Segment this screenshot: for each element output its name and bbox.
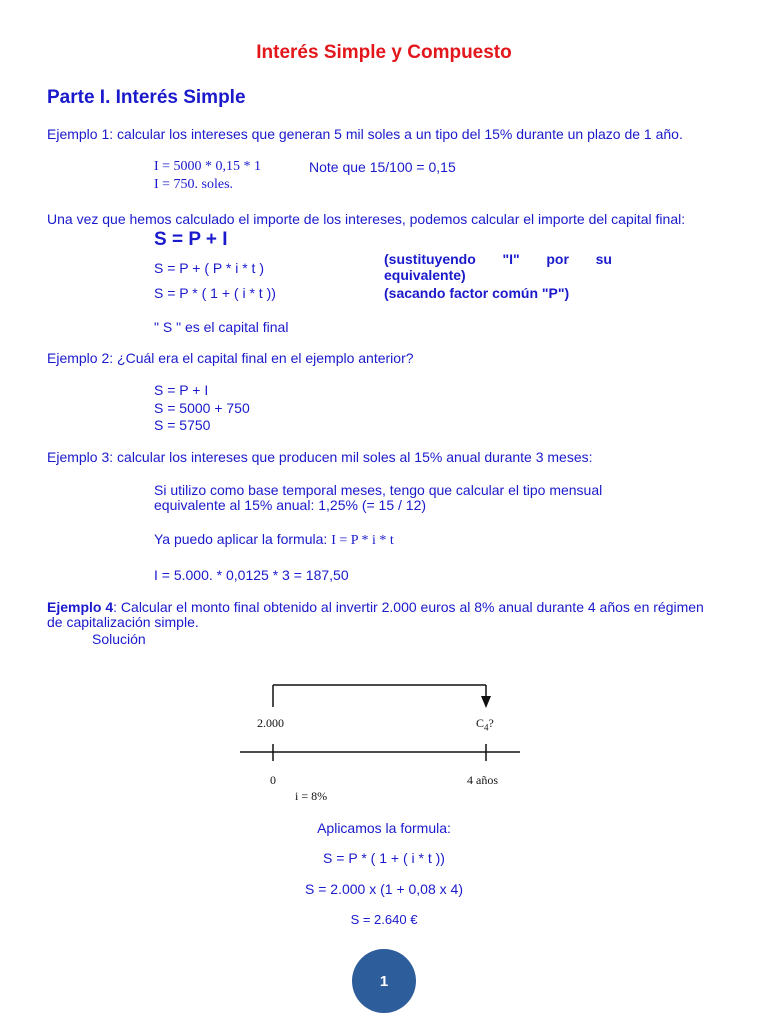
example3-result: I = 5.000. * 0,0125 * 3 = 187,50: [154, 567, 349, 583]
substitution-note-word: (sustituyendo: [384, 251, 476, 267]
part1-heading: Parte I. Interés Simple: [47, 87, 246, 108]
substitution-note-word: "I": [502, 251, 520, 267]
substitution-note-cont: equivalente): [384, 267, 466, 283]
example1-text: Ejemplo 1: calcular los intereses que generan 5 mil soles a un tipo del 15% durante un plazo de 1 año.: [47, 126, 683, 142]
timeline-tick-label-end: 4 años: [467, 773, 498, 787]
timeline-diagram: [230, 678, 530, 808]
example3-formula-line: [154, 531, 394, 549]
factor-formula: S = P * ( 1 + ( i * t )): [154, 285, 276, 301]
solution-substitution: S = 2.000 x (1 + 0,08 x 4): [305, 881, 463, 897]
example2-text: Ejemplo 2: ¿Cuál era el capital final en el ejemplo anterior?: [47, 350, 414, 366]
capital-intro-text: Una vez que hemos calculado el importe de los intereses, podemos calcular el importe del capital final:: [47, 211, 686, 227]
example4-text: [47, 599, 704, 615]
factor-note: (sacando factor común "P"): [384, 285, 570, 301]
example4-text-line2: de capitalización simple.: [47, 614, 199, 630]
main-formula: S = P + I: [154, 229, 228, 250]
timeline-rate: i = 8%: [295, 789, 328, 803]
timeline-present-value: 2.000: [257, 716, 284, 730]
example2-line: S = 5000 + 750: [154, 400, 250, 416]
timeline-future-value: [476, 716, 494, 732]
timeline-tick-label-start: 0: [270, 773, 276, 787]
example2-line: S = P + I: [154, 382, 209, 398]
example3-paragraph-line: Si utilizo como base temporal meses, tengo que calcular el tipo mensual: [154, 482, 603, 498]
example1-result: I = 750. soles.: [154, 177, 234, 192]
example1-formula: I = 5000 * 0,15 * 1: [154, 159, 262, 174]
example4-label: Ejemplo 4: [47, 599, 114, 615]
example3-paragraph-line: equivalente al 15% anual: 1,25% (= 15 / 12): [154, 497, 427, 513]
solution-intro: Aplicamos la formula:: [317, 820, 451, 836]
example3-formula: I = P * i * t: [331, 533, 394, 548]
substitution-note-word: su: [595, 251, 612, 267]
example2-line: S = 5750: [154, 417, 211, 433]
arrow-down-icon: [481, 696, 491, 708]
example3-text: Ejemplo 3: calcular los intereses que producen mil soles al 15% anual durante 3 meses:: [47, 449, 593, 465]
substitution-formula: S = P + ( P * i * t ): [154, 260, 264, 276]
solution-result: S = 2.640 €: [350, 912, 418, 927]
solution-label: Solución: [92, 631, 146, 647]
solution-formula: S = P * ( 1 + ( i * t )): [323, 850, 445, 866]
example1-note: Note que 15/100 = 0,15: [309, 159, 456, 175]
substitution-note: [384, 251, 612, 267]
substitution-note-word: por: [546, 251, 569, 267]
future-value-base: C: [476, 716, 485, 730]
example3-formula-prefix: Ya puedo aplicar la formula:: [154, 531, 332, 547]
capital-final-note: " S " es el capital final: [154, 319, 289, 335]
example4-text-line1: : Calcular el monto final obtenido al invertir 2.000 euros al 8% anual durante 4 años en régimen: [113, 599, 704, 615]
future-value-sub: 4: [484, 722, 489, 733]
document-title: Interés Simple y Compuesto: [256, 42, 512, 63]
future-value-suffix: ?: [488, 716, 494, 730]
page-number-badge: 1: [352, 949, 416, 1013]
